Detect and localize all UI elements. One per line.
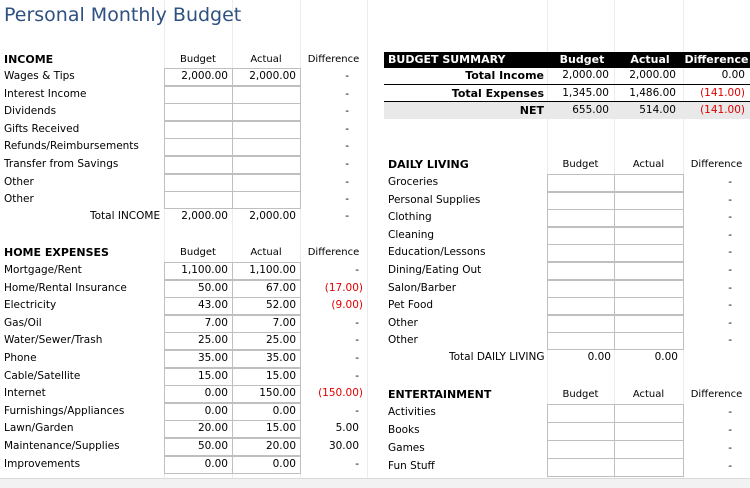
home-expenses-heading: HOME EXPENSES xyxy=(4,246,109,259)
home-expense-row-budget: 43.00 xyxy=(197,299,228,311)
income-row-label: Wages & Tips xyxy=(4,70,75,82)
home-expense-row-actual: 25.00 xyxy=(265,334,296,346)
home-expense-row-budget: 7.00 xyxy=(204,317,228,329)
summary-difference-header: Difference xyxy=(684,53,749,66)
home-expense-row-difference: - xyxy=(355,405,359,417)
summary-budget-header: Budget xyxy=(559,53,605,66)
home-expense-row-label: Internet xyxy=(4,387,46,399)
income-actual-cell[interactable] xyxy=(232,121,301,139)
home-expense-row-label: Lawn/Garden xyxy=(4,422,74,434)
home-expense-row-label: Improvements xyxy=(4,458,81,470)
daily-living-row-label: Other xyxy=(388,317,418,329)
home-expense-row-actual: 7.00 xyxy=(272,317,296,329)
home-expense-row-actual: 35.00 xyxy=(265,352,296,364)
income-actual-cell[interactable] xyxy=(232,138,301,156)
home-expense-row-label: Home/Rental Insurance xyxy=(4,282,127,294)
daily-actual-cell[interactable] xyxy=(614,280,684,298)
income-budget-cell[interactable] xyxy=(164,156,233,174)
home-expense-row-label: Cable/Satellite xyxy=(4,370,81,382)
home-budget-header: Budget xyxy=(180,247,216,258)
income-row-label: Transfer from Savings xyxy=(4,158,119,170)
income-row-label: Dividends xyxy=(4,105,57,117)
home-expense-row-budget: 25.00 xyxy=(197,334,228,346)
home-expense-row-label: Phone xyxy=(4,352,37,364)
daily-actual-header: Actual xyxy=(632,159,665,170)
home-expense-row-difference: - xyxy=(355,370,359,382)
daily-budget-cell[interactable] xyxy=(547,174,615,192)
home-expense-row-label: Maintenance/Supplies xyxy=(4,440,120,452)
home-expense-row-budget: 1,100.00 xyxy=(181,264,228,276)
ent-budget-cell[interactable] xyxy=(547,440,615,459)
home-expense-row-budget: 35.00 xyxy=(197,352,228,364)
daily-living-row-label: Education/Lessons xyxy=(388,246,486,258)
daily-actual-cell[interactable] xyxy=(614,297,684,315)
summary-net-difference: (141.00) xyxy=(700,104,745,116)
daily-budget-cell[interactable] xyxy=(547,297,615,315)
daily-living-row-label: Salon/Barber xyxy=(388,282,457,294)
daily-total-label: Total DAILY LIVING xyxy=(449,351,545,363)
home-expense-row-label: Electricity xyxy=(4,299,57,311)
home-expense-row-actual: 150.00 xyxy=(259,387,296,399)
income-row-difference: - xyxy=(345,88,349,100)
entertainment-row-difference: - xyxy=(728,460,732,472)
home-expense-row-actual: 20.00 xyxy=(265,440,296,452)
home-expense-row-budget: 20.00 xyxy=(197,422,228,434)
home-expense-row-difference: - xyxy=(355,458,359,470)
home-expense-row-label: Furnishings/Appliances xyxy=(4,405,125,417)
ent-actual-cell[interactable] xyxy=(614,422,684,441)
daily-living-row-label: Dining/Eating Out xyxy=(388,264,482,276)
income-budget-cell[interactable] xyxy=(164,86,233,104)
income-row-difference: - xyxy=(345,176,349,188)
home-expense-row-budget: 50.00 xyxy=(197,282,228,294)
ent-actual-cell[interactable] xyxy=(614,458,684,477)
income-row-label: Other xyxy=(4,193,34,205)
page-title: Personal Monthly Budget xyxy=(4,4,242,26)
income-row-label: Gifts Received xyxy=(4,123,80,135)
daily-actual-cell[interactable] xyxy=(614,192,684,210)
home-expense-row-budget: 0.00 xyxy=(204,387,228,399)
income-row-difference: - xyxy=(345,123,349,135)
summary-heading: BUDGET SUMMARY xyxy=(388,53,506,66)
income-row-actual: 2,000.00 xyxy=(249,70,296,82)
daily-budget-cell[interactable] xyxy=(547,262,615,280)
income-row-difference: - xyxy=(345,70,349,82)
income-row-label: Other xyxy=(4,176,34,188)
daily-living-row-difference: - xyxy=(728,334,732,346)
ent-actual-header: Actual xyxy=(632,389,665,400)
home-expense-row-difference: (9.00) xyxy=(331,299,363,311)
home-expense-row-difference: 30.00 xyxy=(328,440,359,452)
summary-total-income-label: Total Income xyxy=(465,69,544,82)
home-expense-row-actual: 15.00 xyxy=(265,422,296,434)
daily-actual-cell[interactable] xyxy=(614,209,684,227)
summary-total-income-actual: 2,000.00 xyxy=(629,69,676,81)
daily-living-row-difference: - xyxy=(728,229,732,241)
entertainment-row-difference: - xyxy=(728,424,732,436)
home-expense-row-budget: 0.00 xyxy=(204,458,228,470)
daily-living-row-difference: - xyxy=(728,246,732,258)
income-budget-cell[interactable] xyxy=(164,138,233,156)
daily-budget-cell[interactable] xyxy=(547,192,615,210)
home-expense-row-label: Mortgage/Rent xyxy=(4,264,82,276)
daily-living-row-label: Personal Supplies xyxy=(388,194,481,206)
entertainment-row-label: Books xyxy=(388,424,420,436)
home-expense-row-budget: 0.00 xyxy=(204,405,228,417)
home-expense-row-budget: 15.00 xyxy=(197,370,228,382)
summary-actual-header: Actual xyxy=(630,53,670,66)
daily-living-row-difference: - xyxy=(728,299,732,311)
home-expense-row-difference: (150.00) xyxy=(318,387,363,399)
entertainment-row-difference: - xyxy=(728,442,732,454)
daily-living-row-label: Cleaning xyxy=(388,229,435,241)
summary-net-budget: 655.00 xyxy=(572,104,609,116)
daily-living-row-difference: - xyxy=(728,282,732,294)
entertainment-heading: ENTERTAINMENT xyxy=(388,388,492,401)
income-row-difference: - xyxy=(345,105,349,117)
income-actual-cell[interactable] xyxy=(232,86,301,104)
daily-difference-header: Difference xyxy=(690,159,743,170)
ent-actual-cell[interactable] xyxy=(614,404,684,423)
home-expense-row-label: Water/Sewer/Trash xyxy=(4,334,103,346)
income-budget-cell[interactable] xyxy=(164,191,233,209)
income-row-difference: - xyxy=(345,193,349,205)
daily-actual-cell[interactable] xyxy=(614,244,684,262)
income-budget-header: Budget xyxy=(180,54,216,65)
income-actual-cell[interactable] xyxy=(232,156,301,174)
daily-actual-cell[interactable] xyxy=(614,315,684,333)
income-total-budget: 2,000.00 xyxy=(181,210,228,222)
home-expense-row-difference: - xyxy=(355,317,359,329)
daily-living-row-difference: - xyxy=(728,211,732,223)
ent-actual-cell[interactable] xyxy=(614,440,684,459)
daily-living-row-label: Pet Food xyxy=(388,299,434,311)
home-expense-row-budget: 50.00 xyxy=(197,440,228,452)
ent-budget-cell[interactable] xyxy=(547,422,615,441)
summary-net-label: NET xyxy=(519,104,544,117)
home-expense-row-actual: 1,100.00 xyxy=(249,264,296,276)
entertainment-row-difference: - xyxy=(728,406,732,418)
summary-total-income-budget: 2,000.00 xyxy=(562,69,609,81)
income-row-difference: - xyxy=(345,158,349,170)
daily-living-row-difference: - xyxy=(728,317,732,329)
income-budget-cell[interactable] xyxy=(164,121,233,139)
daily-living-heading: DAILY LIVING xyxy=(388,158,469,171)
daily-living-row-label: Clothing xyxy=(388,211,432,223)
daily-budget-cell[interactable] xyxy=(547,280,615,298)
income-row-label: Interest Income xyxy=(4,88,87,100)
daily-living-row-difference: - xyxy=(728,194,732,206)
home-expense-row-difference: - xyxy=(355,264,359,276)
daily-actual-cell[interactable] xyxy=(614,262,684,280)
home-expense-row-actual: 0.00 xyxy=(272,405,296,417)
entertainment-row-label: Activities xyxy=(388,406,436,418)
ent-budget-header: Budget xyxy=(562,389,599,400)
summary-total-expenses-difference: (141.00) xyxy=(700,87,745,99)
income-total-label: Total INCOME xyxy=(90,210,161,222)
ent-budget-cell[interactable] xyxy=(547,404,615,423)
income-total-difference: - xyxy=(345,210,349,222)
daily-budget-cell[interactable] xyxy=(547,209,615,227)
summary-total-expenses-actual: 1,486.00 xyxy=(629,87,676,99)
income-actual-cell[interactable] xyxy=(232,103,301,121)
ent-budget-cell[interactable] xyxy=(547,458,615,477)
income-row-label: Refunds/Reimbursements xyxy=(4,140,139,152)
home-expense-row-actual: 52.00 xyxy=(265,299,296,311)
daily-budget-header: Budget xyxy=(562,159,599,170)
home-expense-row-actual: 0.00 xyxy=(272,458,296,470)
daily-actual-cell[interactable] xyxy=(614,227,684,245)
home-expense-row-actual: 67.00 xyxy=(265,282,296,294)
entertainment-row-label: Fun Stuff xyxy=(388,460,435,472)
income-total-actual: 2,000.00 xyxy=(249,210,296,222)
daily-living-row-difference: - xyxy=(728,264,732,276)
summary-total-expenses-label: Total Expenses xyxy=(451,87,544,100)
income-row-budget: 2,000.00 xyxy=(181,70,228,82)
daily-living-row-label: Other xyxy=(388,334,418,346)
daily-actual-cell[interactable] xyxy=(614,332,684,350)
ent-difference-header: Difference xyxy=(690,389,743,400)
daily-budget-cell[interactable] xyxy=(547,315,615,333)
daily-budget-cell[interactable] xyxy=(547,227,615,245)
income-budget-cell[interactable] xyxy=(164,103,233,121)
home-expense-row-difference: (17.00) xyxy=(324,282,363,294)
home-expense-row-actual: 15.00 xyxy=(265,370,296,382)
entertainment-row-label: Games xyxy=(388,442,425,454)
income-difference-header: Difference xyxy=(307,54,360,65)
home-expense-row-label: Gas/Oil xyxy=(4,317,42,329)
income-actual-cell[interactable] xyxy=(232,191,301,209)
daily-actual-cell[interactable] xyxy=(614,174,684,192)
summary-total-expenses-budget: 1,345.00 xyxy=(562,87,609,99)
income-actual-cell[interactable] xyxy=(232,174,301,192)
daily-budget-cell[interactable] xyxy=(547,332,615,350)
summary-net-actual: 514.00 xyxy=(639,104,676,116)
income-heading: INCOME xyxy=(4,53,54,66)
home-difference-header: Difference xyxy=(307,247,360,258)
summary-total-income-difference: 0.00 xyxy=(721,69,745,81)
home-expense-row-difference: - xyxy=(355,334,359,346)
daily-living-row-label: Groceries xyxy=(388,176,439,188)
home-expense-row-difference: 5.00 xyxy=(335,422,359,434)
daily-total-actual: 0.00 xyxy=(654,351,678,363)
summary-header-bar xyxy=(384,52,750,68)
home-actual-header: Actual xyxy=(250,247,282,258)
income-budget-cell[interactable] xyxy=(164,174,233,192)
income-actual-header: Actual xyxy=(250,54,282,65)
daily-budget-cell[interactable] xyxy=(547,244,615,262)
daily-living-row-difference: - xyxy=(728,176,732,188)
home-expense-row-difference: - xyxy=(355,352,359,364)
daily-total-budget: 0.00 xyxy=(587,351,611,363)
income-row-difference: - xyxy=(345,140,349,152)
